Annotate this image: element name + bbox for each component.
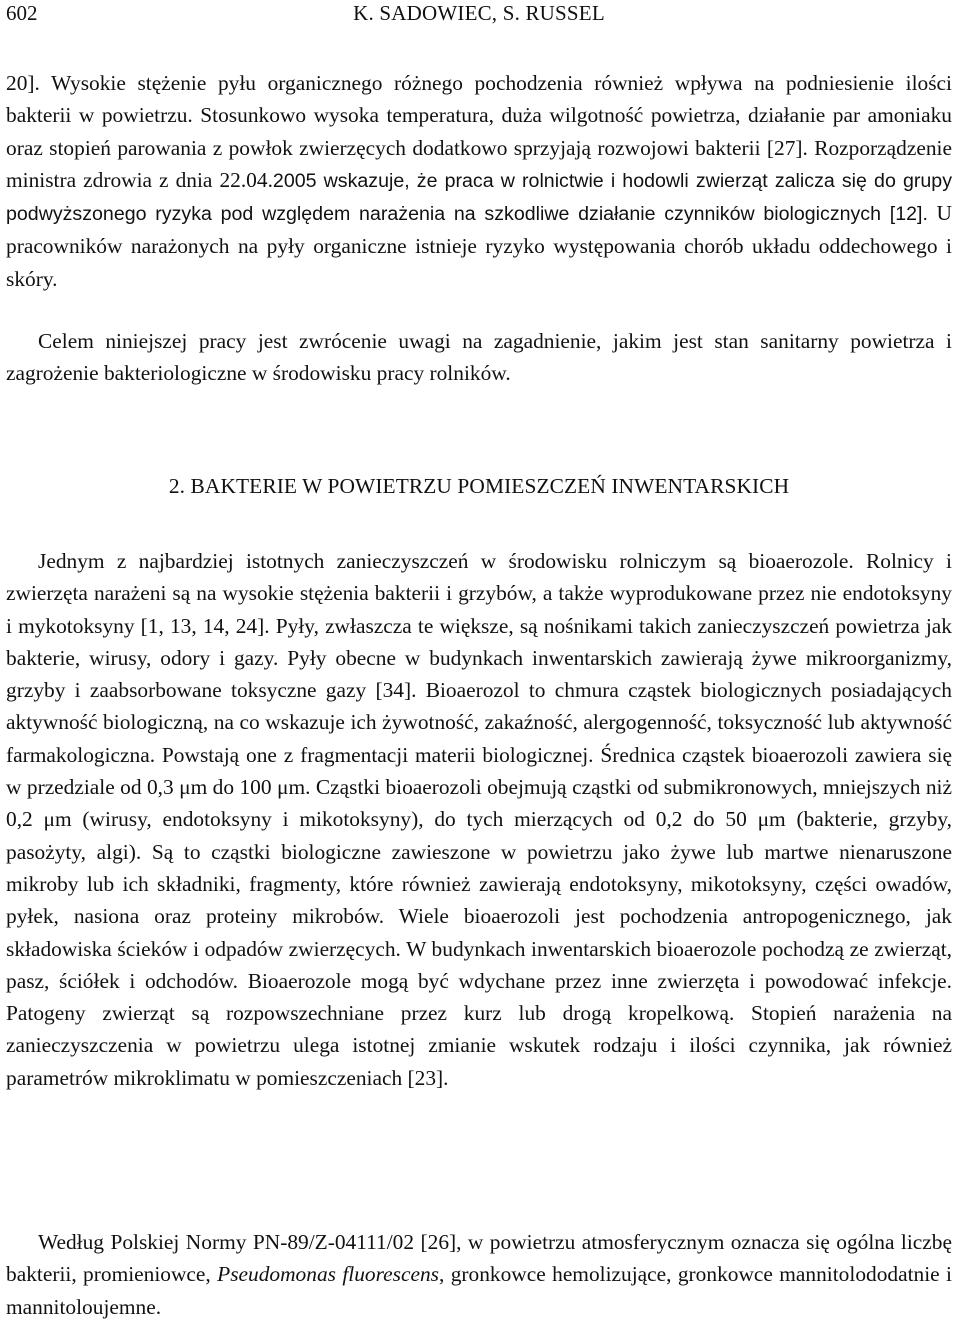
- paragraph-1: [6, 67, 952, 295]
- paragraph-3: Jednym z najbardziej istotnych zanieczyszczeń w środowisku rolniczym są bioaerozole. Rolnicy i zwierzęta narażeni są na wysokie stężenia bakterii i grzybów, a także wyprodukowane przez nie endotoksyny i mykotoksyny [1, 13, 14, 24]. Pyły, zwłaszcza te większe, są nośnikami takich zanieczyszczeń powietrza jak bakterie, wirusy, odory i gazy. Pyły obecne w budynkach inwentarskich zawierają żywe mikroorganizmy, grzyby i zaabsorbowane toksyczne gazy [34]. Bioaerozol to chmura cząstek biologicznych posiadających aktywność biologiczną, na co wskazuje ich żywotność, zakaźność, alergogenność, toksyczność lub aktywność farmakologiczna. Powstają one z fragmentacji materii biologicznej. Średnica cząstek bioaerozoli zawiera się w przedziale od 0,3 μm do 100 μm. Cząstki bioaerozoli obejmują cząstki od submikronowych, mniejszych niż 0,2 μm (wirusy, endotoksyny i mikotoksyny), do tych mierzących od 0,2 do 50 μm (bakterie, grzyby, pasożyty, algi). Są to cząstki biologiczne zawieszone w powietrzu jako żywe lub martwe nienaruszone mikroby lub ich składniki, fragmenty, które również zawierają endotoksyny, mikotoksyny, części owadów, pyłek, nasiona oraz proteiny mikrobów. Wiele bioaerozoli jest pochodzenia antropogenicznego, jak składowiska ścieków i odpadów zwierzęcych. W budynkach inwentarskich bioaerozole pochodzą ze zwierząt, pasz, ściółek i odchodów. Bioaerozole mogą być wdychane przez inne zwierzęta i powodować infekcje. Patogeny zwierząt są rozpowszechniane przez kurz lub drogą kropelkową. Stopień narażenia na zanieczyszczenia w powietrzu ulega istotnej zmianie wskutek rodzaju i ilości czynnika, jak również parametrów mikroklimatu w pomieszczeniach [23].: [6, 549, 952, 1090]
- page-number: 602: [6, 1, 38, 25]
- paragraph-2: Celem niniejszej pracy jest zwrócenie uwagi na zagadnienie, jakim jest stan sanitarny powietrza i zagrożenie bakteriologiczne w środowisku pracy rolników.: [6, 329, 952, 386]
- running-title: K. SADOWIEC, S. RUSSEL: [353, 1, 605, 25]
- section-heading: 2. BAKTERIE W POWIETRZU POMIESZCZEŃ INWENTARSKICH: [168, 474, 790, 498]
- paragraph-1-part-c: U pracowników narażonych na pyły organiczne istnieje ryzyko występowania chorób układu oddechowego i skóry.: [6, 201, 953, 291]
- running-header: [6, 0, 952, 28]
- paragraph-1-part-a: 20]. Wysokie stężenie pyłu organicznego różnego pochodzenia również wpływa na podniesienie ilości bakterii w powietrzu. Stosunkowo wysoka temperatura, duża wilgotność powietrza, działanie par amoniaku oraz stopień parowania z powłok zwierzęcych dodatkowo sprzyjają rozwojowi bakterii [27]. Rozporządzenie ministra zdrowia z dnia 22.04.: [6, 71, 952, 192]
- paragraph-4-part-a: Według Polskiej Normy PN-89/Z-04111/02 [26], w powietrzu atmosferycznym oznacza się ogólna liczbę bakterii, promieniowce,: [6, 1230, 952, 1287]
- paragraph-4-part-b: , gronkowce hemolizujące, gronkowce mannitolododatnie i mannitoloujemne.: [6, 1262, 952, 1319]
- species-name: Pseudomonas fluorescens: [217, 1262, 439, 1287]
- paragraph-4: [6, 1226, 952, 1323]
- paragraph-1-part-b: 2005 wskazuje, że praca w rolnictwie i hodowli zwierząt zalicza się do grupy podwyższonego ryzyka pod względem narażenia na szkodliwe działanie czynników biologicznych [12].: [6, 169, 952, 226]
